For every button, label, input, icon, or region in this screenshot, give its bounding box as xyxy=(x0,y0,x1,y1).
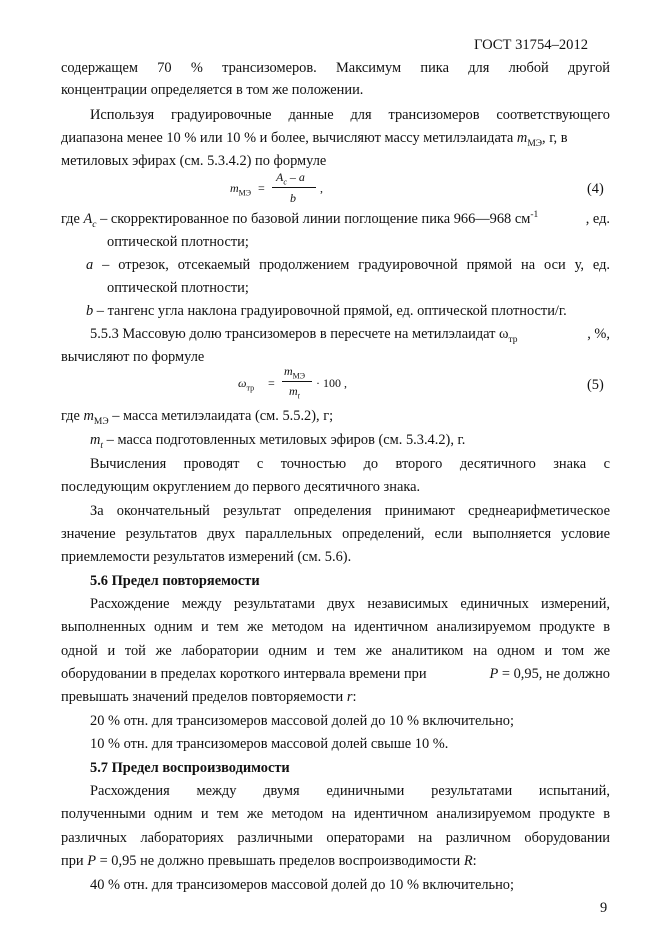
page-number: 9 xyxy=(600,900,608,916)
text-line: Вычисления проводят с точностью до второго десятичного знака с xyxy=(90,456,610,472)
standard-number: ГОСТ 31754–2012 xyxy=(474,37,589,53)
text-line: Расхождение между результатами двух независимых единичных измерений, xyxy=(90,596,610,612)
text-line: 5.5.3 Массовую долю трансизомеров в пересчете на метилэлаидат $\omega_{тр}$ , %, xyxy=(90,326,610,345)
text-line: оптической плотности; xyxy=(107,234,249,250)
text-line: одной и той же лаборатории одним и тем же аналитиком на одном и том же xyxy=(61,643,610,659)
text-line: выполненных одним и тем же методом на идентичном анализируемом продукте в xyxy=(61,619,610,635)
text-line: За окончательный результат определения принимают среднеарифметическое xyxy=(90,503,610,519)
text-line: оборудовании в пределах короткого интервала времени при P = 0,95, не должно xyxy=(61,666,610,682)
text-line: приемлемости результатов измерений (см. 5.6). xyxy=(61,549,352,565)
text-line: концентрации определяется в том же положении. xyxy=(61,82,364,98)
text-line: $m_t$ – масса подготовленных метиловых эфиров (см. 5.3.4.2), г. xyxy=(90,432,466,451)
text-line: полученными одним и тем же методом на идентичном анализируемом продукте в xyxy=(61,806,610,822)
text-line: превышать значений пределов повторяемости r: xyxy=(61,689,357,705)
text-line: Расхождения между двумя единичными результатами испытаний, xyxy=(90,783,610,799)
text-line: метиловых эфирах (см. 5.3.4.2) по формуле xyxy=(61,153,327,169)
text-line: диапазона менее 10 % или 10 % и более, вычисляют массу метилэлаидата $m_{МЭ}$, г, в xyxy=(61,130,568,149)
text-line: оптической плотности; xyxy=(107,280,249,296)
section-heading: 5.6 Предел повторяемости xyxy=(90,573,260,589)
text-line: где $A_c$ – скорректированное по базовой линии поглощение пика 966—968 $см^{-1}$ , ед. xyxy=(61,210,610,230)
text-line: при P = 0,95 не должно превышать пределов воспроизводимости R: xyxy=(61,853,477,869)
list-item: 10 % отн. для трансизомеров массовой долей свыше 10 %. xyxy=(90,736,449,752)
list-item: 20 % отн. для трансизомеров массовой долей до 10 % включительно; xyxy=(90,713,514,729)
text-line: различных лабораториях различными операторами на различном оборудовании xyxy=(61,830,610,846)
text-line: a – отрезок, отсекаемый продолжением градуировочной прямой на оси у, ед. xyxy=(86,257,610,273)
text-line: последующим округлением до первого десятичного знака. xyxy=(61,479,421,495)
list-item: 40 % отн. для трансизомеров массовой долей до 10 % включительно; xyxy=(90,877,514,893)
text-line: содержащем 70 % трансизомеров. Максимум пика для любой другой xyxy=(61,60,610,76)
text-line: b – тангенс угла наклона градуировочной прямой, ед. оптической плотности/г. xyxy=(86,303,567,319)
section-heading: 5.7 Предел воспроизводимости xyxy=(90,760,290,776)
text-line: где $m_{МЭ}$ – масса метилэлаидата (см. 5.5.2), г; xyxy=(61,408,334,427)
text-line: вычисляют по формуле xyxy=(61,349,205,365)
text-line: Используя градуировочные данные для трансизомеров соответствующего xyxy=(90,107,610,123)
text-line: значение результатов двух параллельных определений, если выполняется условие xyxy=(61,526,610,542)
